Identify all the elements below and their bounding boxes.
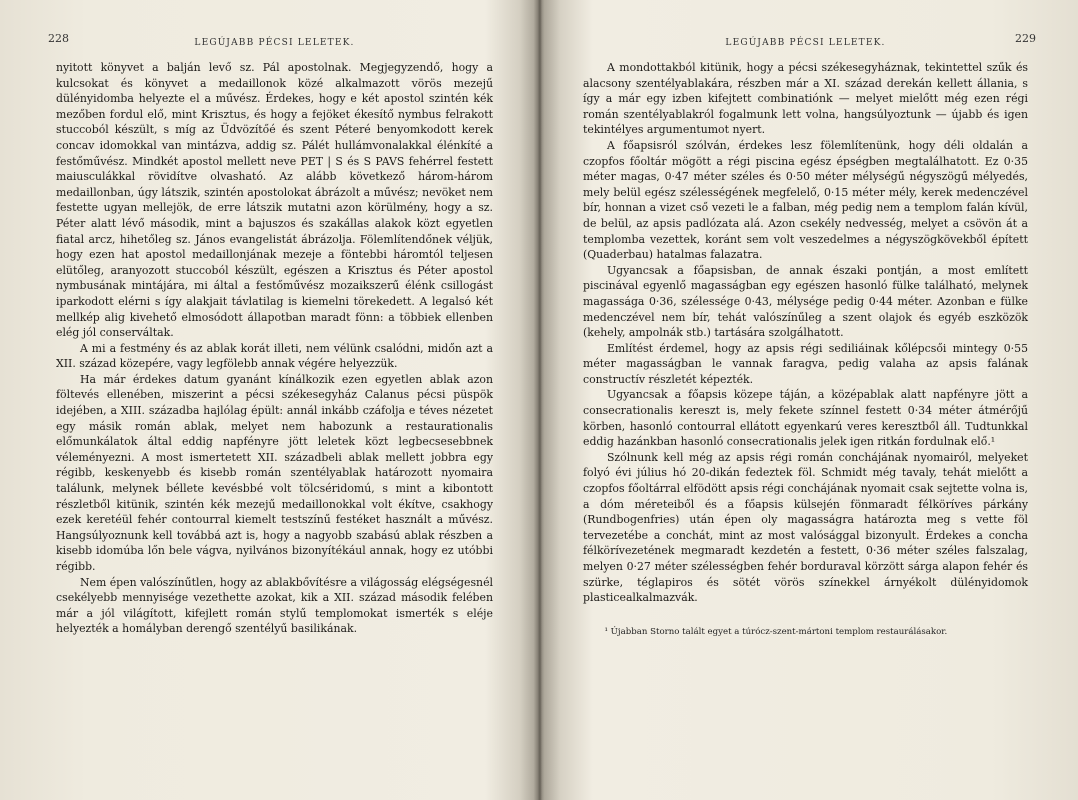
paragraph: Nem épen valószínűtlen, hogy az ablakbővítésre a világosság elégségesnél csekélyebb mennyisége vezethette azokat, kik a XII. század második felében már a jól világított, kifejlett román stylű templomokat ismerték s eléje helyezték a homályban derengő szentélyű basilikának. [56,575,493,636]
paragraph: Szólnunk kell még az apsis régi román conchájának nyomairól, melyeket folyó évi július hó 20-dikán fedeztek föl. Schmidt még tavaly, tehát mielőtt a czopfos főoltárral elfödött apsis régi conchájának nyomait csak sejtette volna is, a dóm méreteiből és a főapsis külsején fönmaradt félköríves párkány (Rundbogenfries) után épen oly magasságra határozta meg s vette föl tervezetébe a conchát, mint az most valósággal bizonyult. Érdekes a concha félkörívezetének megmaradt kezdetén a festett, 0·36 méter széles falszalag, melyen 0·27 méter szélességben fehér borduraval körzött sárga alapon fehér és szürke, téglapiros és sötét vörös színekkel árnyékolt dülényidomok plasticealkalmazvák. [583,450,1028,605]
left-page [0,0,535,800]
paragraph: Ugyancsak a főapsis közepe táján, a középablak alatt napfényre jött a consecrationalis kereszt is, mely fekete színnel festett 0·34 méter átmérőjű körben, hasonló contourral ellátott egyenkarú veres keresztből áll. Tudtunkkal eddig hazánkban hasonló consecrationalis jelek igen ritkán fordulnak elő.¹ [583,388,1028,449]
right-running-header [583,32,1036,60]
right-page-number: 229 [1015,32,1036,45]
left-page-number: 228 [48,32,69,45]
paragraph: nyitott könyvet a balján levő sz. Pál apostolnak. Megjegyzendő, hogy a kulcsokat és könyvet a medaillonok közé alkalmazott vörös mezejű dülényidomba helyezte el a művész. Érdekes, hogy e két apostol szintén kék mezőben fordul elő, mint Krisztus, és hogy a fejöket ékesítő nymbus felrakott stuccoból készült, s míg az Üdvözítőé és szent Péteré benyomkodott kerek concav idomokkal van mintázva, addig sz. Pálét hullámvonalakkal élénkíté a festőművész. Mindkét apostol mellett neve PET | S és S PAVS fehérrel festett maiusculákkal rövidítve olvasható. Az alább következő három-három medaillonban, úgy látszik, szintén apostolokat ábrázolt a művész; nevöket nem festette ugyan mellejök, de erre látszik mutatni azon körülmény, hogy a sz. Péter alatt lévő második, mint a bajuszos és szakállas alakok közt egyetlen fiatal arcz, hihetőleg sz. János evangelistát ábrázolja. Fölemlítendőnek véljük, hogy ezen hat apostol medaillonjának mezeje a föntebbi háromtól teljesen elütőleg, aranyozott stuccoból készült, egészen a Krisztus és Péter apostol nymbusának mintájára, mi által a festőművész mozaikszerű élénk csillogást iparkodott elérni s így alakjait távlatilag is kiemelni törekedett. A legalsó két mellkép alig kivehető elmosódott állapotban maradt fönn: a többiek ellenben elég jól conserváltak. [56,61,493,340]
paragraph: A főapsisról szólván, érdekes lesz fölemlítenünk, hogy déli oldalán a czopfos főoltár mögött a régi piscina egész épségben megtalálhatott. Ez 0·35 méter magas, 0·47 méter széles és 0·50 méter mélységű négyszögű mélyedés, mely belül egész szélességének megfelelő, 0·15 méter mély, kerek medenczével bír, honnan a vizet cső vezeti le a falban, még pedig nem a templom falán kívül, de belül, az apsis padlózata alá. Azon csekély nedvesség, melyet a csövön át a templomba vezettek, koránt sem volt veszedelmes a négyszögkövekből épített (Quaderbau) hatalmas falazatra. [583,138,1028,262]
left-running-header [48,32,493,60]
paragraph: Említést érdemel, hogy az apsis régi sediliáinak kőlépcsői mintegy 0·55 méter magasságban le vannak faragva, pedig valaha az apsis falának constructív részletét képezték. [583,341,1028,386]
paragraph: A mi a festmény és az ablak korát illeti, nem vélünk csalódni, midőn azt a XII. század közepére, vagy legfölebb annak végére helyezzük. [56,341,493,371]
paragraph: Ha már érdekes datum gyanánt kínálkozik ezen egyetlen ablak azon föltevés ellenében, miszerint a pécsi székesegyház Calanus pécsi püspök idejében, a XIII. századba hajlólag épült: annál inkább czáfolja e téves nézetet egy másik román ablak, melyet nem habozunk a restaurationalis előmunkálatok által eddig napfényre jött leletek közt legbecsesebbnek véleményezni. A most ismertetett XII. századbeli ablak mellett jobbra egy régibb, keskenyebb és kisebb román szentélyablak határozott nyomaira találunk, melynek béllete kevésbbé volt tölcséridomú, s mint a kibontott részletből kitünik, szintén kék mezejű medaillonokkal volt ékítve, csakhogy ezek keretéül fehér contourral kiemelt testszínű festéket használt a művész. Hangsúlyoznunk kell továbbá azt is, hogy a nagyobb szabású ablak részben a kisebb idomúba lőn bele vágva, nyilvános bizonyítékául annak, hogy ez utóbbi régibb. [56,372,493,573]
right-running-head: LEGÚJABB PÉCSI LELETEK. [725,38,886,48]
left-body-text [56,60,493,637]
right-page [543,0,1078,800]
right-body-text [583,60,1028,606]
left-running-head: LEGÚJABB PÉCSI LELETEK. [194,38,355,48]
footnote: ¹ Újabban Storno talált egyet a túrócz-szent-mártoni templom restaurálásakor. [604,626,948,637]
paragraph: Ugyancsak a főapsisban, de annak északi pontján, a most említett piscinával egyenlő magasságban egy egészen hasonló fülke található, melynek magassága 0·36, szélessége 0·43, mélysége pedig 0·44 méter. Azonban e fülke medenczével nem bír, tehát valószínűleg a szent olajok és egyéb eszközök (kehely, ampolnák stb.) tartására szolgálhatott. [583,263,1028,340]
paragraph: A mondottakból kitünik, hogy a pécsi székesegyháznak, tekintettel szűk és alacsony szentélyablakára, részben már a XI. század derekán kellett állania, s így a már egy izben kifejtett combinatiónk — melyet mielőtt még ezen régi román szentélyablakról fogalmunk lett volna, hangsúlyoztunk — újabb és igen tekintélyes argumentumot nyert. [583,61,1028,137]
